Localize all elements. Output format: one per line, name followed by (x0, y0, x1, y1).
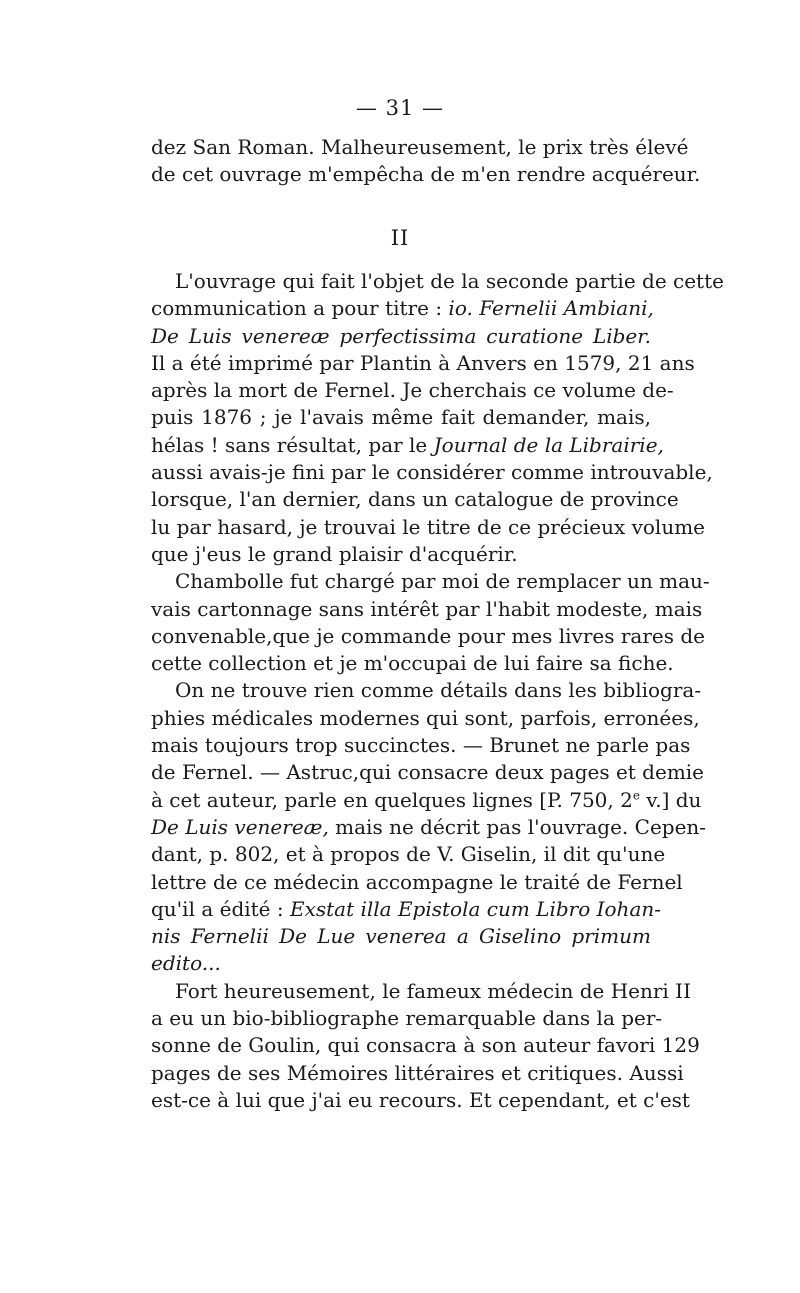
page-number: — 31 — (355, 96, 445, 120)
text-line: de Fernel. — Astruc,qui consacre deux pages et demie (151, 760, 705, 785)
text-line (151, 950, 651, 977)
text-line (151, 923, 651, 950)
text-line: aussi avais-je fini par le considérer comme introuvable, (151, 460, 713, 485)
italic-title: De Luis venereæ perfectissima curatione Liber. (151, 323, 651, 348)
superscript: e (632, 787, 640, 802)
paragraph-binding (151, 568, 710, 677)
main-text (151, 268, 724, 1114)
italic-journal: Journal de la Librairie, (433, 432, 664, 457)
text-line: cette collection et je m'occupai de lui faire sa fiche. (151, 651, 674, 676)
text-line: est-ce à lui que j'ai eu recours. Et cependant, et c'est (151, 1087, 690, 1112)
italic-quote: Exstat illa Epistola cum Libro Iohan- (289, 896, 661, 921)
text-line: vais cartonnage sans intérêt par l'habit modeste, mais (151, 596, 703, 621)
italic-title: io. Fernelii Ambiani, (448, 296, 654, 321)
text-line: hélas ! sans résultat, par le Journal de la Librairie, (151, 432, 664, 457)
text-line: Chambolle fut chargé par moi de remplacer un mau- (175, 569, 710, 594)
text-line: après la mort de Fernel. Je cherchais ce volume de- (151, 378, 674, 403)
italic-title: De Luis venereæ, (151, 814, 329, 839)
text-line: L'ouvrage qui fait l'objet de la seconde partie de cette (175, 269, 724, 293)
text-line: puis 1876 ; je l'avais même fait demander, mais, (151, 405, 651, 430)
paragraph-goulin (151, 978, 700, 1114)
text-line: dant, p. 802, et à propos de V. Giselin, il dit qu'une (151, 842, 666, 867)
paragraph-title-description (151, 268, 724, 568)
text-line: On ne trouve rien comme détails dans les bibliogra- (175, 678, 702, 703)
text-line: lettre de ce médecin accompagne le traité de Fernel (151, 869, 683, 894)
text-line: lorsque, l'an dernier, dans un catalogue de province (151, 487, 679, 512)
text-line: De Luis venereæ, mais ne décrit pas l'ouvrage. Cepen- (151, 814, 707, 839)
continued-paragraph (151, 134, 701, 189)
italic-quote: nis Fernelii De Lue venerea a Giselino primum (151, 924, 651, 949)
text-line (151, 323, 651, 350)
section-heading: II (390, 226, 410, 250)
text-line: à cet auteur, parle en quelques lignes [P. 750, 2e v.] du (151, 787, 702, 812)
text-line: lu par hasard, je trouvai le titre de ce précieux volume (151, 514, 706, 539)
text-line: Fort heureusement, le fameux médecin de Henri II (175, 978, 691, 1003)
text-line: mais toujours trop succinctes. — Brunet ne parle pas (151, 733, 691, 758)
text-line: a eu un bio-bibliographe remarquable dans la per- (151, 1006, 663, 1031)
italic-quote: edito... (151, 951, 221, 976)
text-line: Il a été imprimé par Plantin à Anvers en 1579, 21 ans (151, 350, 695, 375)
text-line: sonne de Goulin, qui consacra à son auteur favori 129 (151, 1033, 700, 1058)
text-line: communication a pour titre : io. Fernelii Ambiani, (151, 296, 654, 321)
paragraph-bibliographies (151, 677, 707, 977)
text-line: que j'eus le grand plaisir d'acquérir. (151, 541, 518, 566)
text-line: phies médicales modernes qui sont, parfois, erronées, (151, 705, 700, 730)
text-line: convenable,que je commande pour mes livres rares de (151, 623, 706, 648)
text-line: qu'il a édité : Exstat illa Epistola cum Libro Iohan- (151, 896, 661, 921)
text-line: dez San Roman. Malheureusement, le prix très élevé (151, 135, 689, 159)
text-line: pages de ses Mémoires littéraires et critiques. Aussi (151, 1060, 684, 1085)
text-line: de cet ouvrage m'empêcha de m'en rendre acquéreur. (151, 162, 701, 187)
